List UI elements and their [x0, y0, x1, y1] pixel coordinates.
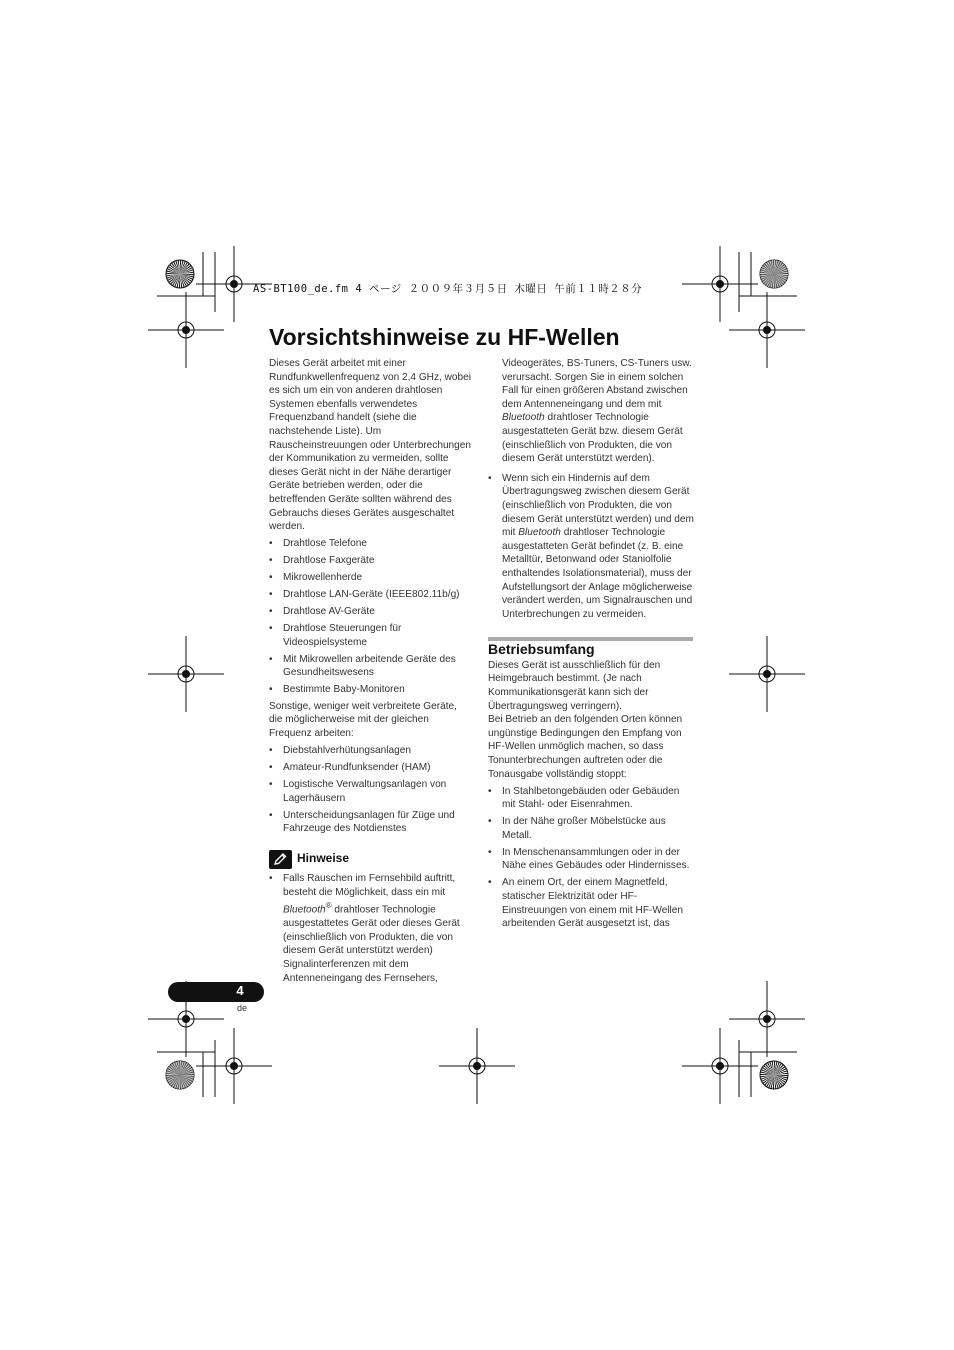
list-item: • Amateur-Rundfunksender (HAM) [269, 761, 431, 773]
sunburst-target-icon [760, 260, 788, 288]
bluetooth-term: Bluetooth [283, 904, 326, 916]
location-list [488, 785, 694, 931]
other-device-list [269, 744, 473, 836]
notes-list-continued [488, 472, 694, 622]
page-language: de [237, 1003, 248, 1013]
crosshair-target-icon [729, 636, 805, 712]
page-number: 4 [236, 983, 244, 998]
locations-paragraph: Bei Betrieb an den folgenden Orten können ungünstige Bedingungen den Empfang von HF-Wellen unmöglich machen, so dass Tonunterbrechungen auftreten oder die Tonausgabe vollständig stoppt: [488, 714, 683, 780]
crosshair-target-icon [729, 292, 805, 368]
list-item: • Logistische Verwaltungsanlagen von Lagerhäusern [269, 778, 447, 804]
notes-continuation: Videogerätes, BS-Tuners, CS-Tuners usw. verursacht. Sorgen Sie in einem solchen Fall für einen größeren Abstand zwischen dem Antenneneingang und dem mit Bluetooth drahtloser Technologie ausgestatteten Gerät bzw. diesem Gerät (einschließlich von Produkten, die von diesem Gerät unterstützt werden). [502, 358, 692, 465]
list-item: • Mikrowellenherde [269, 572, 363, 584]
list-item: • Diebstahlverhütungsanlagen [269, 744, 411, 756]
notes-heading [269, 850, 473, 869]
crop-lines [157, 252, 797, 1097]
list-item: • Bestimmte Baby-Monitoren [269, 684, 405, 696]
list-item: • In der Nähe großer Möbelstücke aus Metall. [488, 816, 666, 841]
list-item: • Drahtlose Steuerungen für Videospielsysteme [269, 623, 402, 648]
crosshair-target-icon [439, 1028, 515, 1104]
sunburst-target-icon [760, 1061, 788, 1089]
sunburst-target-icon [166, 260, 194, 288]
left-column [269, 357, 473, 985]
crosshair-target-icon [729, 981, 805, 1057]
list-item: • An einem Ort, der einem Magnetfeld, statischer Elektrizität oder HF-Einstreuungen von einem mit HF-Wellen arbeitenden Gerät ausgesetzt ist, das [488, 877, 684, 930]
file-header-line: AS-BT100_de.fm 4 ページ ２００９年３月５日 木曜日 午前１１時２８分 [253, 283, 643, 295]
range-paragraph: Dieses Gerät ist ausschließlich für den Heimgebrauch bestimmt. (Je nach Kommunikationsgerät kann sich der Übertragungsweg verringern). [488, 659, 661, 712]
list-item: • Unterscheidungsanlagen für Züge und Fahrzeuge des Notdienstes [269, 809, 455, 835]
bluetooth-term: Bluetooth [518, 527, 561, 539]
notes-list [269, 872, 473, 985]
crosshair-target-icon [196, 1028, 272, 1104]
list-item: • Drahtlose Telefone [269, 538, 367, 550]
list-item: • Drahtlose Faxgeräte [269, 555, 375, 567]
other-devices-paragraph: Sonstige, weniger weit verbreitete Geräte, die möglicherweise mit der gleichen Frequenz arbeiten: [269, 700, 457, 739]
crosshair-target-icon [682, 1028, 758, 1104]
intro-paragraph: Dieses Gerät arbeitet mit einer Rundfunkwellenfrequenz von 2,4 GHz, wobei es sich um ein von anderen drahtlosen Systemen ebenfalls verwendetes Frequenzband handelt (siehe die nachstehende Liste). Um Rauscheinstreuungen oder Unterbrechungen der Kommunikation zu vermeiden, sollte dieses Gerät nicht in der Nähe derartiger Geräte betrieben werden, oder die betreffenden Geräte sollten während des Gebrauchs dieses Gerätes ausgeschaltet werden. [269, 358, 472, 533]
note-pencil-icon [269, 850, 292, 869]
list-item: • Wenn sich ein Hindernis auf dem Übertragungsweg zwischen diesem Gerät (einschließlich von Produkten, die von diesem Gerät unterstützt werden) und dem mit Bluetooth drahtloser Technologie ausgestatteten Gerät befindet (z. B. eine Metalltür, Betonwand oder Staniolfolie enthaltendes Isolationsmaterial), muss der Aufstellungsort der Anlage möglicherweise verändert werden, um Signalrauschen und Unterbrechungen zu vermeiden. [488, 472, 694, 620]
registration-mark-icon: ® [325, 901, 332, 911]
right-column [488, 357, 694, 931]
notes-title: Hinweise [297, 851, 350, 866]
sunburst-target-icon [166, 1061, 194, 1089]
notes-box [269, 850, 473, 986]
list-item: • In Stahlbetongebäuden oder Gebäuden mit Stahl- oder Eisenrahmen. [488, 785, 680, 811]
crosshair-target-icon [148, 636, 224, 712]
list-item: • Mit Mikrowellen arbeitende Geräte des Gesundheitswesens [269, 653, 456, 679]
crosshair-target-icon [682, 246, 758, 322]
list-item: • Falls Rauschen im Fernsehbild auftritt, besteht die Möglichkeit, dass ein mit Bluetooth® drahtloser Technologie ausgestattetes Gerät oder dieses Gerät (einschließlich von Produkten, die von diesem Gerät unterstützt werden) Signalinterferenzen mit dem Antenneneingang des Fernsehers, [269, 873, 460, 984]
crosshair-target-icon [148, 292, 224, 368]
section-title: Betriebsumfang [488, 641, 595, 658]
list-item: • In Menschenansammlungen oder in der Nähe eines Gebäudes oder Hindernisses. [488, 846, 690, 872]
bluetooth-term: Bluetooth [502, 412, 545, 424]
device-list [269, 537, 473, 697]
list-item: • Drahtlose LAN-Geräte (IEEE802.11b/g) [269, 589, 460, 601]
list-item: • Drahtlose AV-Geräte [269, 606, 375, 618]
page-title: Vorsichtshinweise zu HF-Wellen [269, 324, 620, 350]
